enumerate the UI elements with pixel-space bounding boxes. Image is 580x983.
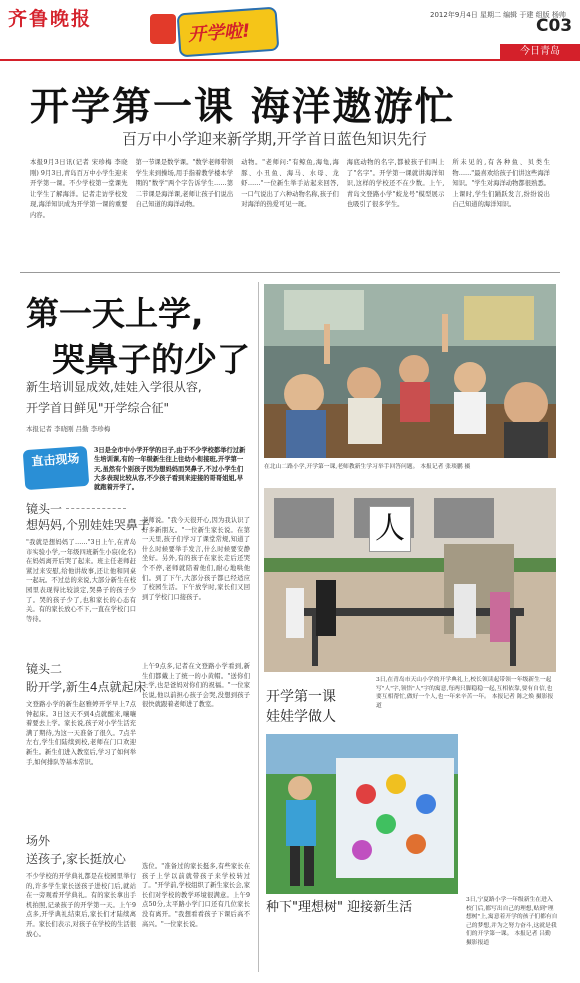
banner-text: 开学啦!	[187, 20, 251, 46]
subheadline-2-line2: 开学首日鲜见"开学综合征"	[26, 401, 170, 415]
story2-middle-text-c: 选位。"准备过的家长挺多,有些家长在孩子上学以前就带孩子来学校转过了。"开学前,学校组织了新生家长会,家长们对学校的教学环境很满意。上午9点50分,太平路小学门口还有几位家长没有离开。"我想看看孩子下课后高不高兴。"一位家长说。	[142, 863, 250, 928]
story1-col: 所未见的,有各种鱼、贝类生物……"最喜欢给孩子们讲这些海洋知识。"学生对海洋动物都很熟悉。上课时,学生们踊跃发言,纷纷说出自己知道的海洋知识。	[452, 159, 550, 208]
scene3-heading: 送孩子,家长挺放心	[26, 852, 126, 866]
headline-2-line2: 哭鼻子的少了	[52, 340, 250, 379]
renren-title-line2: 娃娃学做人	[266, 709, 336, 725]
story2-middle-text: 老师说。"我今天很开心,因为我认识了好多新朋友。"一位新生家长说。在第一天里,孩子们学习了课堂常规,知道了什么时候要举手发言,什么时候要安静坐好。另外,有的孩子在家长走后还哭个不停,老师就陪着他们,耐心地哄他们。到了下午,大部分孩子都已经适应了校园生活。下午放学时,家长们又回到了学校门口接孩子。	[142, 517, 250, 601]
dream-tree-photo	[266, 734, 458, 894]
scene1-heading: 想妈妈,个别娃娃哭鼻子	[26, 518, 150, 532]
live-scene-badge: 直击现场	[23, 446, 90, 490]
scene3-text: 不少学校的开学典礼都是在校园里举行的,许多学生家长送孩子进校门后,就站在一旁观看开学典礼。有的家长拿出手机拍照,记录孩子的开学第一天。上午9点多,开学典礼结束后,家长们才陆续离开。家长们表示,对孩子在学校的生活很放心。	[26, 873, 136, 938]
scene2-label: 镜头二	[26, 662, 63, 676]
dream-tree-title: 种下"理想树" 迎接新生活	[266, 900, 413, 915]
section-divider	[20, 272, 560, 273]
photo1-caption: 在北山二路小学,开学第一课,老师教新生学习举手回答问题。 本报记者 张琰鹏 摄	[264, 464, 471, 470]
story1-col: 第一节课是数学课。"数学老师带领学生来到操场,用手指着教学楼本学期的"数学"两个字告诉学生……第二节课是海洋课,老师让孩子们说出自己知道的海洋动物。	[135, 159, 234, 208]
scene1-label: 镜头一	[26, 502, 63, 516]
column-divider	[258, 282, 259, 972]
photo2-caption: 3日,在青岛市天山小学的开学典礼上,校长领读起带领一年级新生一起写"人"字,领悟"人"字的寓意,每两只脚稳稳一起,互相依靠,要有自信,也要互相帮忙,做好一个人,也一年来辛苦一年。 本报记者 陈之焕 摄影报道	[376, 677, 554, 709]
scene2-heading: 盼开学,新生4点就起床	[26, 680, 146, 694]
dream-tree-photo-art	[266, 734, 458, 894]
header-rule	[0, 59, 580, 61]
banner-illustration	[177, 7, 280, 58]
headline-2-line1: 第一天上学,	[26, 294, 204, 333]
classroom-photo-art	[264, 284, 556, 458]
story2-byline: 本报记者 李晓刚 吕勤 李珍梅	[26, 425, 111, 433]
newspaper-brand: 齐鲁晚报	[8, 8, 93, 30]
pencil-mascot-icon	[150, 14, 176, 44]
subheadline-1: 百万中小学迎来新学期,开学首日蓝色知识先行	[122, 130, 427, 148]
character-card: 人	[369, 506, 411, 552]
section-label: 今日青岛	[500, 44, 580, 59]
page-number: C03	[536, 16, 573, 36]
scene2-text: 文登路小学的新生赵雅婷开学早上7点钟起床。3日这天不到4点就醒来,嚷嚷着要去上学。家长说,孩子对小学生活充满了期待,为这一天准备了很久。7点半左右,学生们陆续到校,老师在门口欢迎新生。新生们进入教室后,学习了如何举手,如何排队等基本常识。	[26, 701, 136, 766]
story1-columns	[30, 158, 550, 266]
story2-middle-text-b: 上午9点多,记者在文登路小学看到,新生们都戴上了统一的小黄帽。"送你们上学,也是爸妈对你们的祝福。"一位家长说,他以前担心孩子会哭,没想到孩子很快就跟着老师进了教室。	[142, 663, 250, 709]
photo3-caption: 3日,宁夏路小学一年级新生在进入校门后,都写出自己的理想,贴到"理想树"上,寓意着开学的孩子们都有自己的梦想,并为之努力奋斗,这就是我们的开学第一课。 本报记者 吕勤 摄影报道	[466, 897, 558, 946]
date-line: 2012年9月4日 星期二 编辑 于建 组版 杨帅	[430, 11, 566, 19]
dashed-rule	[66, 508, 126, 509]
scene3-label: 场外	[26, 834, 51, 848]
subheadline-2-line1: 新生培训显成效,娃娃入学很从容,	[26, 380, 202, 394]
story1-col: 动物。"老师问:"有鲸鱼,海龟,海豚、小丑鱼、海马、水母、龙虾……"一位新生举手站起来回答,一口气说出了六种动物名称,孩子们对海洋的热爱可见一斑。	[241, 159, 339, 208]
headline-1: 开学第一课 海洋遨游忙	[30, 85, 456, 130]
story1-col: 本报9月3日讯(记者 宋珍梅 李晓刚) 9月3日,青岛百万中小学生迎来开学第一课。不少学校第一堂课先让学生了解海洋。记者走访学校发现,海洋知识成为开学第一课的重要内容。	[30, 159, 128, 219]
renren-title-line1: 开学第一课	[266, 689, 336, 705]
story1-col: 海底动物的名字,都被孩子们叫上了"名字"。开学第一课就讲海洋知识,这样的学校还不在少数。上午,青岛文登路小学"蛟龙号"模型展示也吸引了很多学生。	[346, 159, 445, 208]
story2-intro: 3日是全市中小学开学的日子,由于不少学校都举行过新生培训课,有的一年级新生往上往幼小衔接班,开学第一天,虽然有个别孩子因为想妈妈而哭鼻子,不过小学生们大多表现比较从容,不少孩子看到来迎接的哥哥姐姐,早就跑着开学了。	[94, 447, 246, 492]
classroom-photo	[264, 284, 556, 458]
scene1-text: "我就是想妈妈了……"3日上午,在青岛市实验小学,一年级四班新生小宸(化名)在妈妈离开后哭了起来。班主任老师赶紧过来安慰,给他讲故事,还让他和同桌一起玩。不过总的来说,大部分新生在校园里表现得比较淡定,哭鼻子的孩子少了。哭的孩子少了,也和家长的心态有关。有的家长放心不下,一直在学校门口等待。	[26, 539, 136, 623]
